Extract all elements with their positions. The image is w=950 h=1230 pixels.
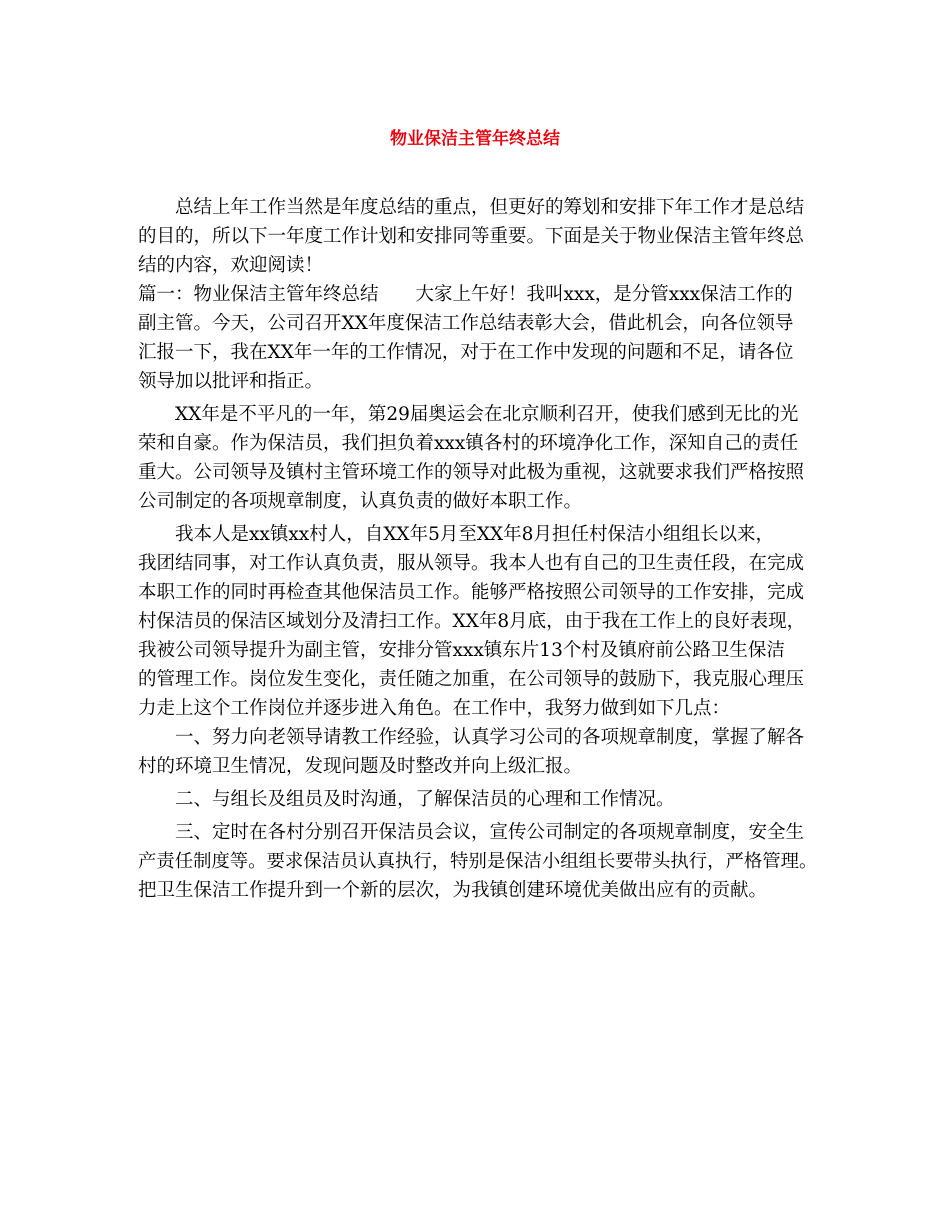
- text-line: 三、定时在各村分别召开保洁员会议，宣传公司制定的各项规章制度，安全生: [175, 822, 805, 843]
- text-line: 汇报一下，我在XX年一年的工作情况，对于在工作中发现的问题和不足，请各位: [138, 342, 794, 363]
- text-line: 篇一：物业保洁主管年终总结 大家上午好！我叫xxx，是分管xxx保洁工作的: [138, 284, 793, 305]
- text-line: 总结上年工作当然是年度总结的重点，但更好的筹划和安排下年工作才是总结: [175, 197, 805, 218]
- document-body: [138, 193, 818, 905]
- text-line: 领导加以批评和指正。: [138, 371, 324, 392]
- text-line: 产责任制度等。要求保洁员认真执行，特别是保洁小组组长要带头执行，严格管理。: [138, 851, 818, 872]
- text-line: 我本人是xx镇xx村人，自XX年5月至XX年8月担任村保洁小组组长以来，: [175, 524, 774, 545]
- text-line: 的目的，所以下一年度工作计划和安排同等重要。下面是关于物业保洁主管年终总: [138, 226, 805, 247]
- text-line: 本职工作的同时再检查其他保洁员工作。能够严格按照公司领导的工作安排，完成: [138, 582, 805, 603]
- text-line: 结的内容，欢迎阅读！: [138, 255, 324, 276]
- text-line: 的管理工作。岗位发生变化，责任随之加重，在公司领导的鼓励下，我克服心理压: [138, 669, 805, 690]
- text-line: 荣和自豪。作为保洁员，我们担负着xxx镇各村的环境净化工作，深知自己的责任: [138, 433, 799, 454]
- text-line: 村的环境卫生情况，发现问题及时整改并向上级汇报。: [138, 756, 583, 777]
- text-line: 重大。公司领导及镇村主管环境工作的领导对此极为重视，这就要求我们严格按照: [138, 462, 805, 483]
- text-line: 二、与组长及组员及时沟通，了解保洁员的心理和工作情况。: [175, 789, 675, 810]
- text-line: XX年是不平凡的一年，第29届奥运会在北京顺利召开，使我们感到无比的光: [175, 404, 799, 425]
- text-line: 一、努力向老领导请教工作经验，认真学习公司的各项规章制度，掌握了解各: [175, 727, 805, 748]
- text-line: 我被公司领导提升为副主管，安排分管xxx镇东片13个村及镇府前公路卫生保洁: [138, 640, 785, 661]
- text-line: 我团结同事，对工作认真负责，服从领导。我本人也有自己的卫生责任段，在完成: [138, 553, 805, 574]
- text-line: 副主管。今天，公司召开XX年度保洁工作总结表彰大会，借此机会，向各位领导: [138, 313, 794, 334]
- document-title: 物业保洁主管年终总结: [390, 129, 560, 149]
- text-line: 力走上这个工作岗位并逐步进入角色。在工作中，我努力做到如下几点：: [138, 698, 731, 719]
- text-line: 公司制定的各项规章制度，认真负责的做好本职工作。: [138, 491, 583, 512]
- text-line: 把卫生保洁工作提升到一个新的层次，为我镇创建环境优美做出应有的贡献。: [138, 880, 768, 901]
- text-line: 村保洁员的保洁区域划分及清扫工作。XX年8月底，由于我在工作上的良好表现，: [138, 611, 806, 632]
